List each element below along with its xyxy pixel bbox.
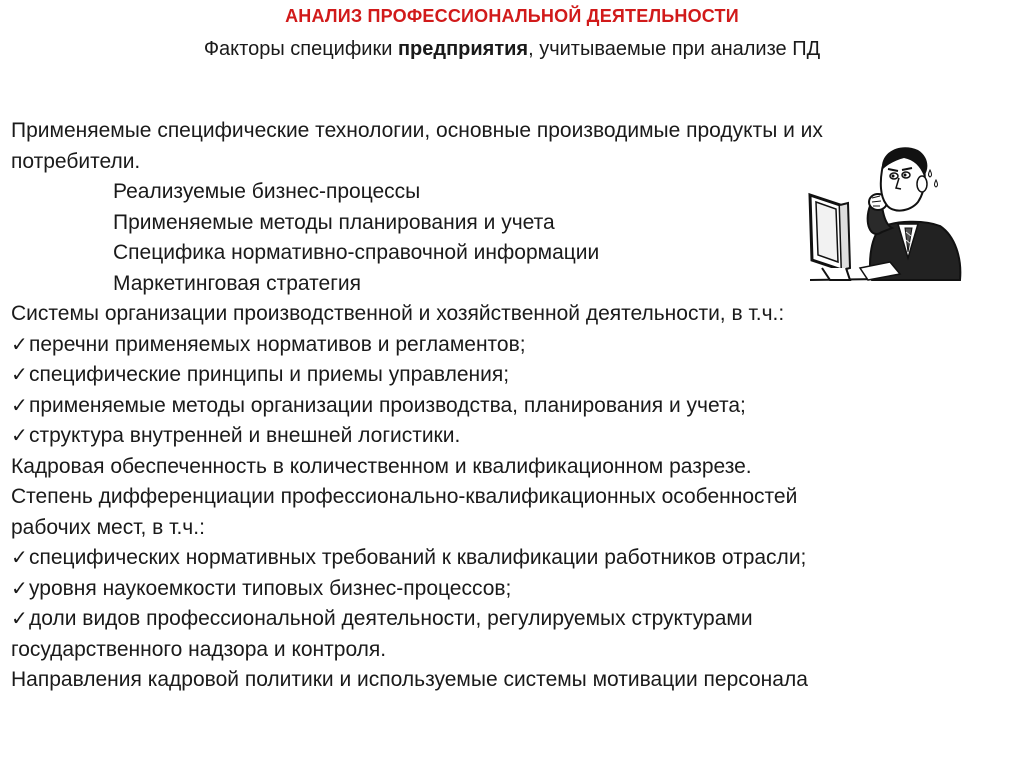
checkmark-icon: ✓ xyxy=(11,577,28,600)
factor-organization-systems: Системы организации производственной и хозяйственной деятельности, в т.ч.: xyxy=(11,302,785,325)
check-item xyxy=(11,543,1016,574)
checkmark-icon: ✓ xyxy=(11,425,28,447)
check-item xyxy=(11,421,1016,452)
checkmark-icon: ✓ xyxy=(11,608,28,630)
check-item xyxy=(11,360,1016,391)
check-item-text: специфические принципы и приемы управления; xyxy=(29,363,510,386)
sub-factor-business-processes: Реализуемые бизнес-процессы xyxy=(113,180,421,203)
check-item-continuation: государственного надзора и контроля. xyxy=(11,637,387,661)
check-item-text: доли видов профессиональной деятельности, регулируемых структурами xyxy=(29,607,753,630)
subtitle-bold: предприятия xyxy=(397,38,529,60)
factor-differentiation-line1: Степень дифференциации профессионально-квалификационных особенностей xyxy=(11,485,798,508)
sub-factor-marketing-strategy: Маркетинговая стратегия xyxy=(113,271,361,295)
slide-subtitle xyxy=(0,38,1024,61)
checkmark-icon: ✓ xyxy=(11,394,28,417)
check-item-text: перечни применяемых нормативов и регламентов; xyxy=(29,332,526,356)
slide-title: АНАЛИЗ ПРОФЕССИОНАЛЬНОЙ ДЕЯТЕЛЬНОСТИ xyxy=(285,6,739,26)
factor-technologies-line1: Применяемые специфические технологии, основные производимые продукты и их xyxy=(11,119,823,142)
check-item xyxy=(11,604,1016,635)
check-item xyxy=(11,330,1016,361)
subtitle-pre: Факторы специфики xyxy=(203,38,398,60)
checkmark-icon: ✓ xyxy=(11,333,28,356)
check-item xyxy=(11,574,1016,605)
factor-hr-policy: Направления кадровой политики и используемые системы мотивации персонала xyxy=(11,668,808,691)
check-item-text: специфических нормативных требований к квалификации работников отрасли; xyxy=(29,546,807,569)
check-item xyxy=(11,391,1016,422)
factor-technologies-line2: потребители. xyxy=(11,149,141,173)
subtitle-post: , учитываемые при анализе ПД xyxy=(528,38,821,60)
content-body xyxy=(11,116,1016,696)
factor-differentiation-line2: рабочих мест, в т.ч.: xyxy=(11,515,205,539)
sub-factor-planning-methods: Применяемые методы планирования и учета xyxy=(113,210,555,234)
sub-factor-reference-info: Специфика нормативно-справочной информации xyxy=(113,241,600,264)
check-item-text: применяемые методы организации производства, планирования и учета; xyxy=(29,393,746,417)
check-item-text: уровня наукоемкости типовых бизнес-процессов; xyxy=(29,576,512,600)
check-item-text: структура внутренней и внешней логистики. xyxy=(29,424,461,447)
factor-staffing: Кадровая обеспеченность в количественном и квалификационном разрезе. xyxy=(11,454,752,478)
checkmark-icon: ✓ xyxy=(11,364,28,386)
checkmark-icon: ✓ xyxy=(11,547,28,569)
